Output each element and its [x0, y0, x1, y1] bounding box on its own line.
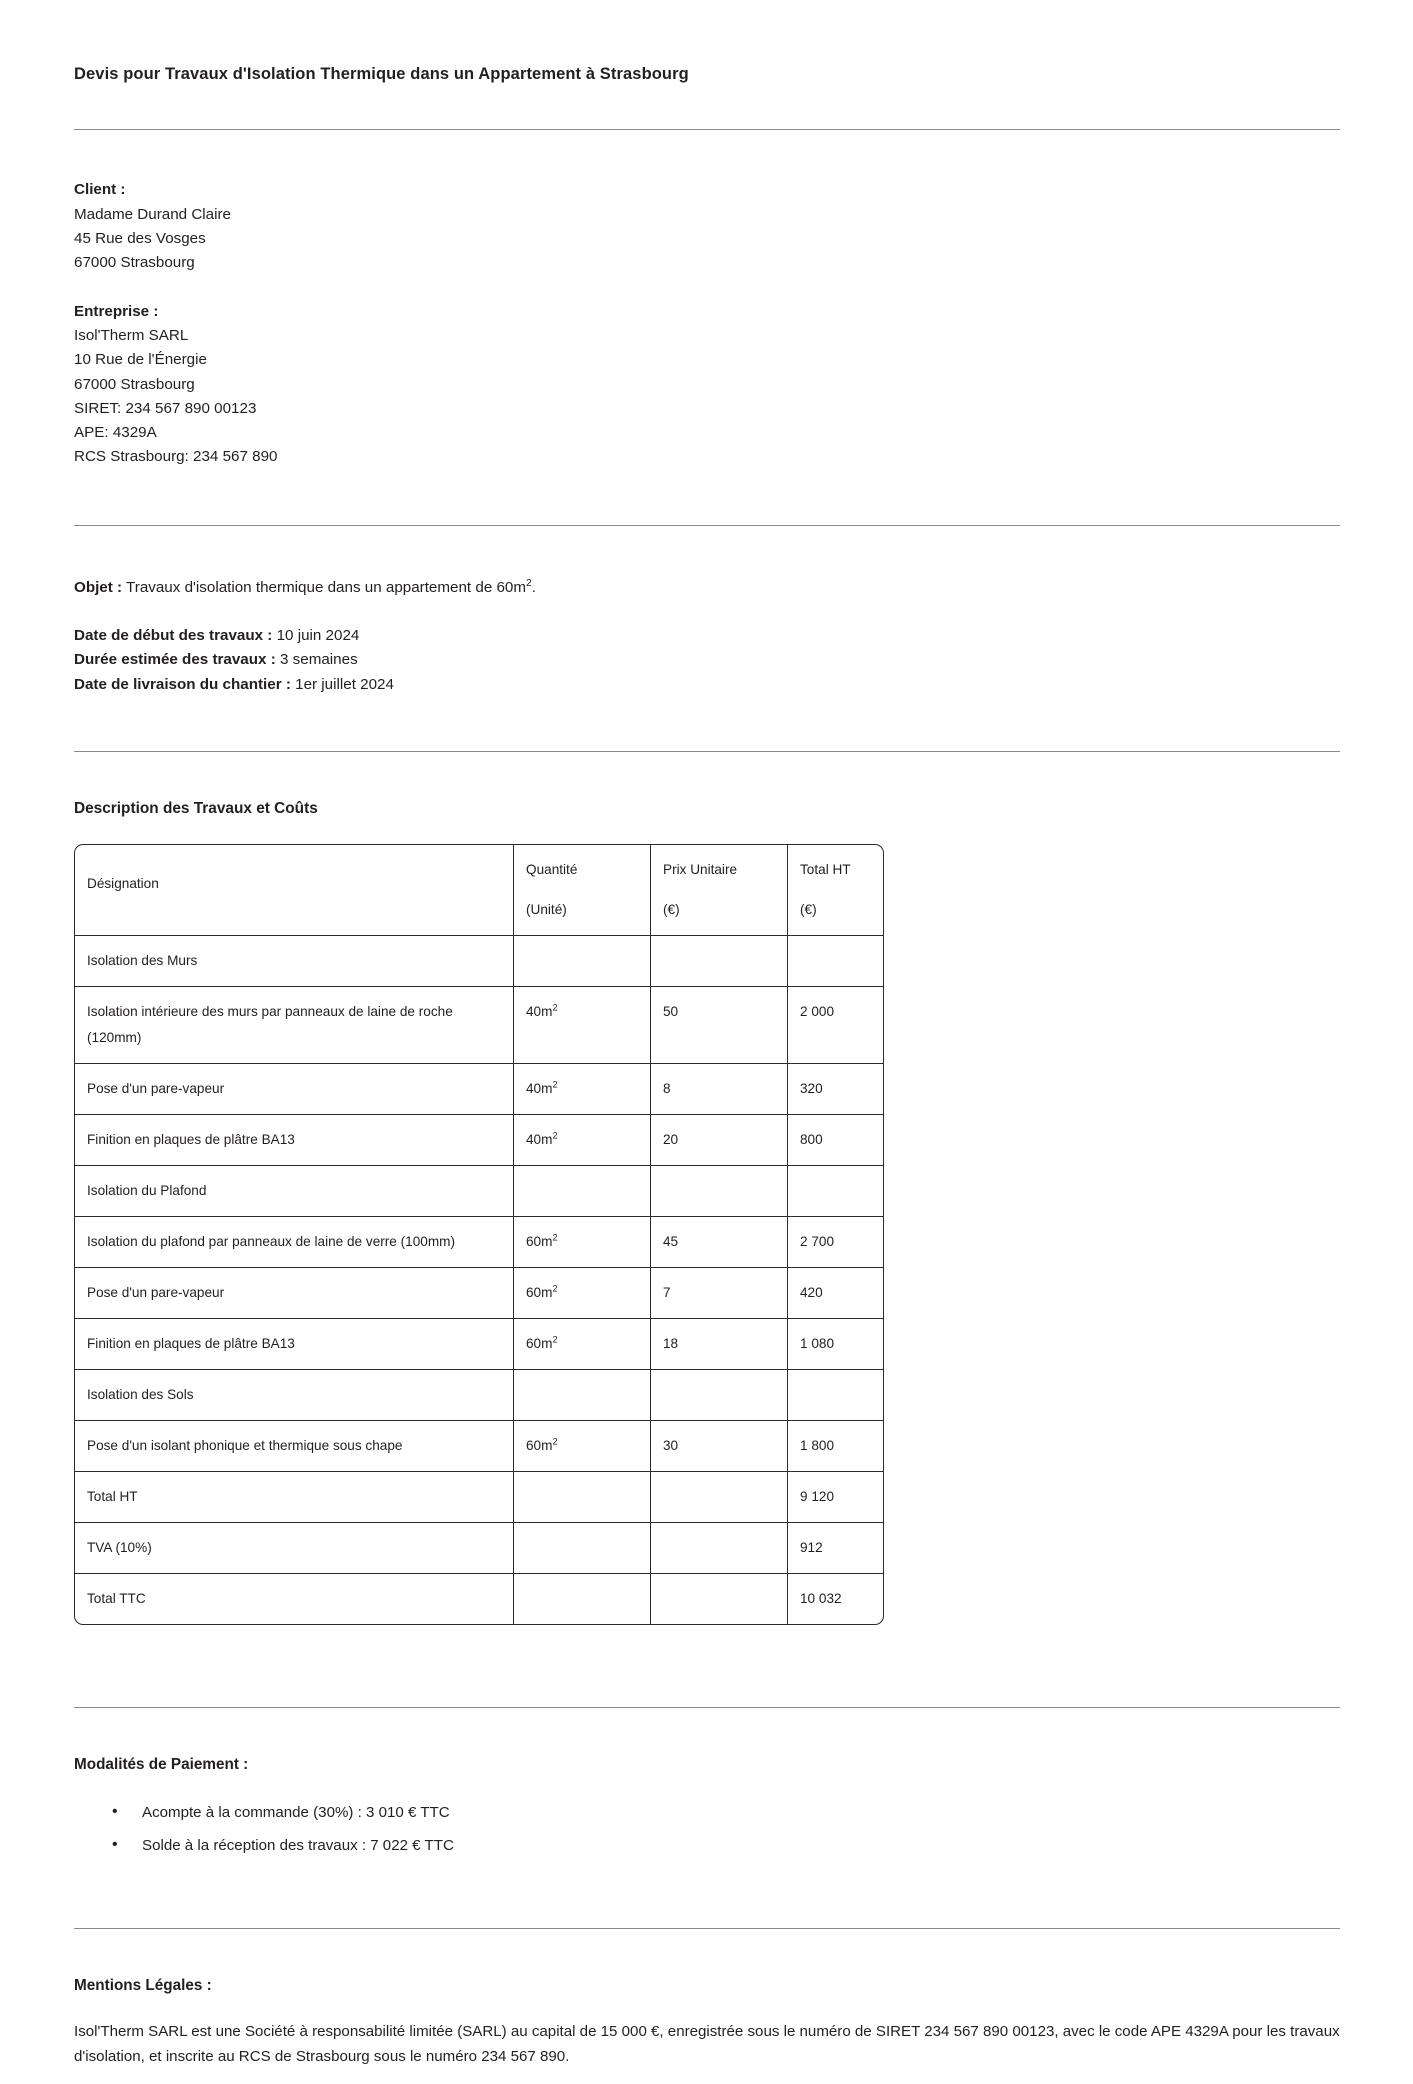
quantite-superscript: 2 — [552, 1334, 558, 1345]
parties-block — [74, 178, 1340, 469]
row-quantite: $60m^2$ — [514, 1217, 651, 1268]
row-prix-unitaire: 18 — [651, 1319, 788, 1370]
row-prix-unitaire: 7 — [651, 1268, 788, 1319]
devis-table-wrap — [74, 844, 1340, 1625]
quantite-superscript: 2 — [552, 1079, 558, 1090]
row-prix-unitaire: 45 — [651, 1217, 788, 1268]
row-quantite — [514, 1472, 651, 1523]
duree-line — [74, 648, 1340, 672]
entreprise-ape: APE: 4329A — [74, 424, 157, 442]
paiement-list — [74, 1796, 1340, 1862]
row-designation: Pose d'un pare-vapeur — [74, 1064, 514, 1115]
row-total-ht: 2 000 — [788, 987, 884, 1064]
row-total-ht: 420 — [788, 1268, 884, 1319]
row-group-label: Isolation du Plafond — [74, 1166, 514, 1217]
row-quantite — [514, 1523, 651, 1574]
row-total-label: TVA (10%) — [74, 1523, 514, 1574]
divider-after-parties — [74, 525, 1340, 526]
table-row — [74, 1217, 884, 1268]
row-prix-unitaire: 20 — [651, 1115, 788, 1166]
livraison-label: Date de livraison du chantier : — [74, 675, 291, 693]
row-prix-unitaire: 8 — [651, 1064, 788, 1115]
row-prix-unitaire — [651, 1370, 788, 1421]
client-street: 45 Rue des Vosges — [74, 230, 206, 248]
row-total-ht: 912 — [788, 1523, 884, 1574]
table-row — [74, 1472, 884, 1523]
row-designation: Isolation intérieure des murs par panneaux de laine de roche (120mm) — [74, 987, 514, 1064]
client-name: Madame Durand Claire — [74, 205, 232, 223]
objet-value: Travaux d'isolation thermique dans un appartement de 60m — [126, 578, 527, 596]
mentions-body: Isol'Therm SARL est une Société à responsabilité limitée (SARL) au capital de 15 000 €, enregistrée sous le numéro de SIRET 234 567 890 00123, avec le code APE 4329A pour les travaux d'isolation, et inscrite au RCS de Strasbourg sous le numéro 234 567 890. — [74, 2022, 1340, 2065]
row-total-label: Total TTC — [74, 1574, 514, 1625]
row-total-ht: 2 700 — [788, 1217, 884, 1268]
objet-value-superscript: 2 — [526, 577, 532, 589]
column-header-total-line1: Total HT — [800, 861, 851, 877]
divider-after-title — [74, 129, 1340, 130]
row-total-ht: 9 120 — [788, 1472, 884, 1523]
row-total-ht: 320 — [788, 1064, 884, 1115]
column-header-designation — [74, 844, 514, 936]
table-section-heading: Description des Travaux et Coûts — [74, 799, 318, 817]
page-title: Devis pour Travaux d'Isolation Thermique dans un Appartement à Strasbourg — [74, 65, 689, 83]
row-quantite: $40m^2$ — [514, 1064, 651, 1115]
list-item: • Solde à la réception des travaux : 7 022 € TTC — [74, 1829, 1340, 1862]
table-row — [74, 1115, 884, 1166]
column-header-designation-label: Désignation — [87, 875, 159, 891]
devis-table — [74, 844, 884, 1625]
row-quantite: $60m^2$ — [514, 1319, 651, 1370]
quantite-superscript: 2 — [552, 1283, 558, 1294]
row-quantite — [514, 1574, 651, 1625]
row-quantite: $60m^2$ — [514, 1268, 651, 1319]
column-header-total-line2: (€) — [800, 901, 817, 917]
column-header-prix-line2: (€) — [663, 901, 680, 917]
date-debut-label: Date de début des travaux : — [74, 627, 273, 644]
row-designation: Isolation du plafond par panneaux de laine de verre (100mm) — [74, 1217, 514, 1268]
client-city: 67000 Strasbourg — [74, 254, 195, 272]
date-debut-value: 10 juin 2024 — [276, 627, 360, 644]
row-designation: Finition en plaques de plâtre BA13 — [74, 1319, 514, 1370]
row-total-ht: 800 — [788, 1115, 884, 1166]
row-total-ht: 1 800 — [788, 1421, 884, 1472]
table-row — [74, 987, 884, 1064]
table-row — [74, 1574, 884, 1625]
table-row — [74, 1064, 884, 1115]
row-quantite: $40m^2$ — [514, 987, 651, 1064]
entreprise-street: 10 Rue de l'Énergie — [74, 351, 207, 369]
row-prix-unitaire — [651, 936, 788, 987]
quantite-superscript: 2 — [552, 1436, 558, 1447]
table-header-row — [74, 844, 884, 936]
objet-block — [74, 576, 1340, 697]
devis-table-body — [74, 936, 884, 1625]
row-designation: Pose d'un pare-vapeur — [74, 1268, 514, 1319]
client-label: Client : — [74, 181, 126, 199]
paiement-heading: Modalités de Paiement : — [74, 1755, 249, 1773]
column-header-total-ht — [788, 844, 884, 936]
objet-line — [74, 576, 1340, 600]
row-prix-unitaire: 30 — [651, 1421, 788, 1472]
objet-label: Objet : — [74, 578, 123, 596]
table-row — [74, 936, 884, 987]
client-block — [74, 178, 1340, 275]
row-prix-unitaire — [651, 1472, 788, 1523]
column-header-prix-unitaire — [651, 844, 788, 936]
row-group-label: Isolation des Sols — [74, 1370, 514, 1421]
row-designation: Pose d'un isolant phonique et thermique sous chape — [74, 1421, 514, 1472]
table-row — [74, 1370, 884, 1421]
table-row — [74, 1523, 884, 1574]
column-header-quantite-line1: Quantité — [526, 861, 578, 877]
table-row — [74, 1421, 884, 1472]
entreprise-rcs: RCS Strasbourg: 234 567 890 — [74, 448, 278, 466]
row-prix-unitaire — [651, 1166, 788, 1217]
row-quantite — [514, 1370, 651, 1421]
table-row — [74, 1319, 884, 1370]
row-total-ht: 1 080 — [788, 1319, 884, 1370]
livraison-line — [74, 673, 1340, 697]
row-total-ht — [788, 936, 884, 987]
duree-value: 3 semaines — [280, 651, 358, 669]
row-total-ht — [788, 1370, 884, 1421]
mentions-heading: Mentions Légales : — [74, 1976, 212, 1994]
quantite-superscript: 2 — [552, 1232, 558, 1243]
row-group-label: Isolation des Murs — [74, 936, 514, 987]
entreprise-label: Entreprise : — [74, 302, 159, 320]
row-total-ht: 10 032 — [788, 1574, 884, 1625]
row-designation: Finition en plaques de plâtre BA13 — [74, 1115, 514, 1166]
table-row — [74, 1268, 884, 1319]
quantite-superscript: 2 — [552, 1002, 558, 1013]
row-total-label: Total HT — [74, 1472, 514, 1523]
livraison-value: 1er juillet 2024 — [295, 675, 394, 693]
dates-block — [74, 624, 1340, 697]
list-item: • Acompte à la commande (30%) : 3 010 € TTC — [74, 1796, 1340, 1829]
entreprise-block — [74, 300, 1340, 470]
row-prix-unitaire — [651, 1574, 788, 1625]
quantite-superscript: 2 — [552, 1130, 558, 1141]
row-quantite — [514, 1166, 651, 1217]
objet-value-tail: . — [531, 578, 537, 596]
date-debut-line — [74, 624, 1340, 648]
row-quantite: $40m^2$ — [514, 1115, 651, 1166]
devis-table-head — [74, 844, 884, 936]
row-quantite — [514, 936, 651, 987]
duree-label: Durée estimée des travaux : — [74, 651, 276, 669]
column-header-quantite — [514, 844, 651, 936]
row-prix-unitaire: 50 — [651, 987, 788, 1064]
entreprise-siret: SIRET: 234 567 890 00123 — [74, 399, 257, 417]
row-quantite: $60m^2$ — [514, 1421, 651, 1472]
entreprise-name: Isol'Therm SARL — [74, 326, 189, 344]
entreprise-city: 67000 Strasbourg — [74, 375, 195, 393]
table-row — [74, 1166, 884, 1217]
column-header-prix-line1: Prix Unitaire — [663, 861, 738, 877]
column-header-quantite-line2: (Unité) — [526, 901, 567, 917]
row-total-ht — [788, 1166, 884, 1217]
row-prix-unitaire — [651, 1523, 788, 1574]
